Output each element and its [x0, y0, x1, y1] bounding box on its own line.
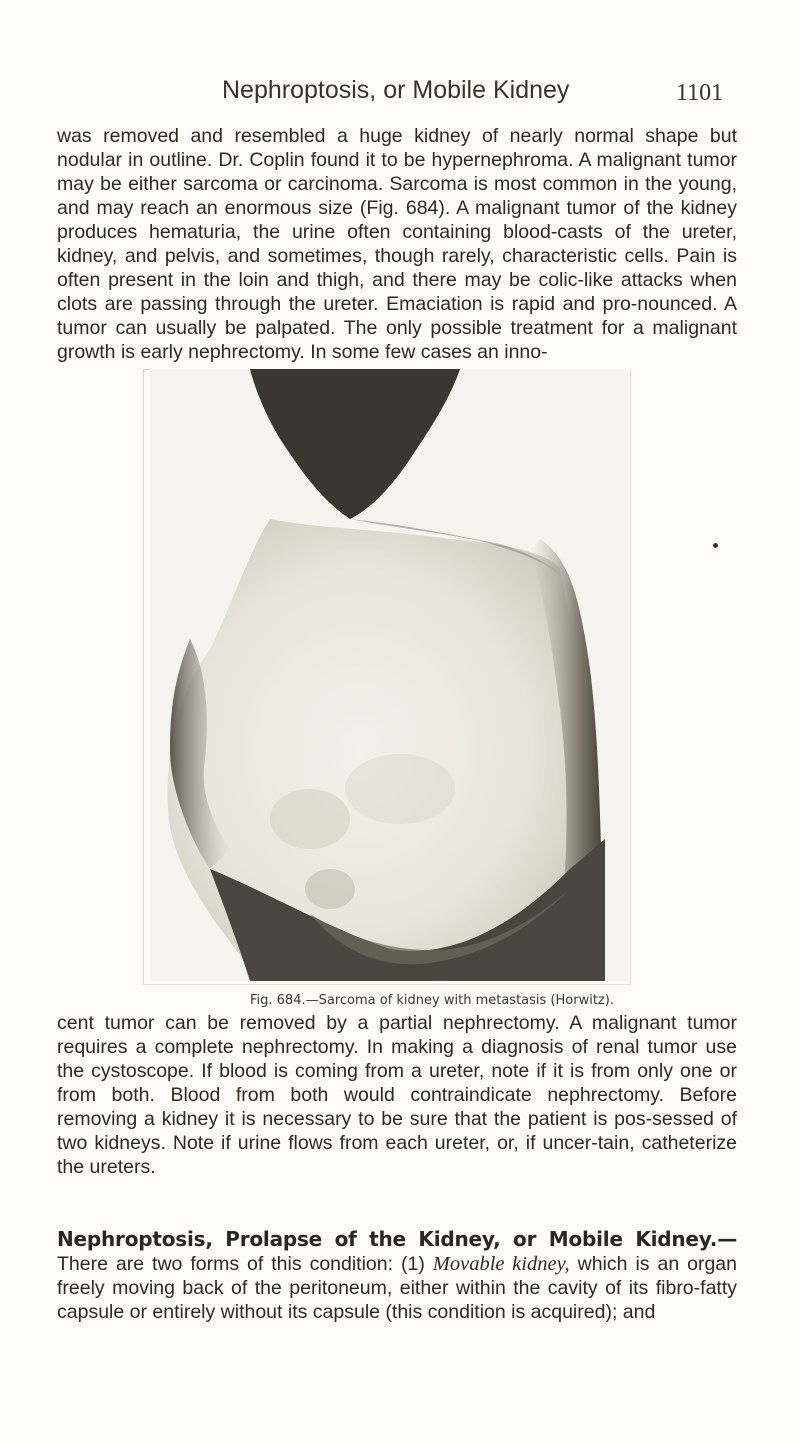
figure-caption-text: Fig. 684.—Sarcoma of kidney with metastasis (Horwitz).	[250, 993, 614, 1008]
page-number: 1101	[676, 80, 724, 106]
section-heading: Nephroptosis, Prolapse of the Kidney, or Mobile Kidney.—	[57, 1227, 737, 1251]
emphasized-term: Movable kidney,	[432, 1253, 570, 1275]
running-title: Nephroptosis, or Mobile Kidney	[222, 76, 570, 104]
paragraph-2: cent tumor can be removed by a partial nephrectomy. A malignant tumor requires a complete nephrectomy. In making a diagnosis of renal tumor use the cystoscope. If blood is coming from a ureter, note if it is from only one or from both. Blood from both would contraindicate nephrectomy. Before removing a kidney it is necessary to be sure that the patient is pos-sessed of two kidneys. Note if urine flows from each ureter, or, if uncer-tain, catheterize the ureters.	[57, 1012, 737, 1178]
section-text-intro: There are two forms of this condition: (1)	[57, 1253, 433, 1275]
plate-mark	[713, 543, 718, 548]
figure-photograph	[150, 369, 628, 981]
running-header	[0, 76, 760, 116]
paragraph-1: was removed and resembled a huge kidney of nearly normal shape but nodular in outline. Dr. Coplin found it to be hypernephroma. A malignant tumor may be either sarcoma or carcinoma. Sarcoma is most common in the young, and may reach an enormous size (Fig. 684). A malignant tumor of the kidney produces hematuria, the urine often containing blood-casts of the ureter, kidney, and pelvis, and sometimes, though rarely, characteristic cells. Pain is often present in the loin and thigh, and there may be colic-like attacks when clots are passing through the ureter. Emaciation is rapid and pro-nounced. A tumor can usually be palpated. The only possible treatment for a malignant growth is early nephrectomy. In some few cases an inno-	[57, 125, 737, 363]
section-paragraph	[57, 1227, 737, 1324]
section-text-rest: which is an organ freely moving back of the peritoneum, either within the cavity of its fibro-fatty capsule or entirely without its capsule (this condition is acquired); and	[57, 1253, 737, 1323]
